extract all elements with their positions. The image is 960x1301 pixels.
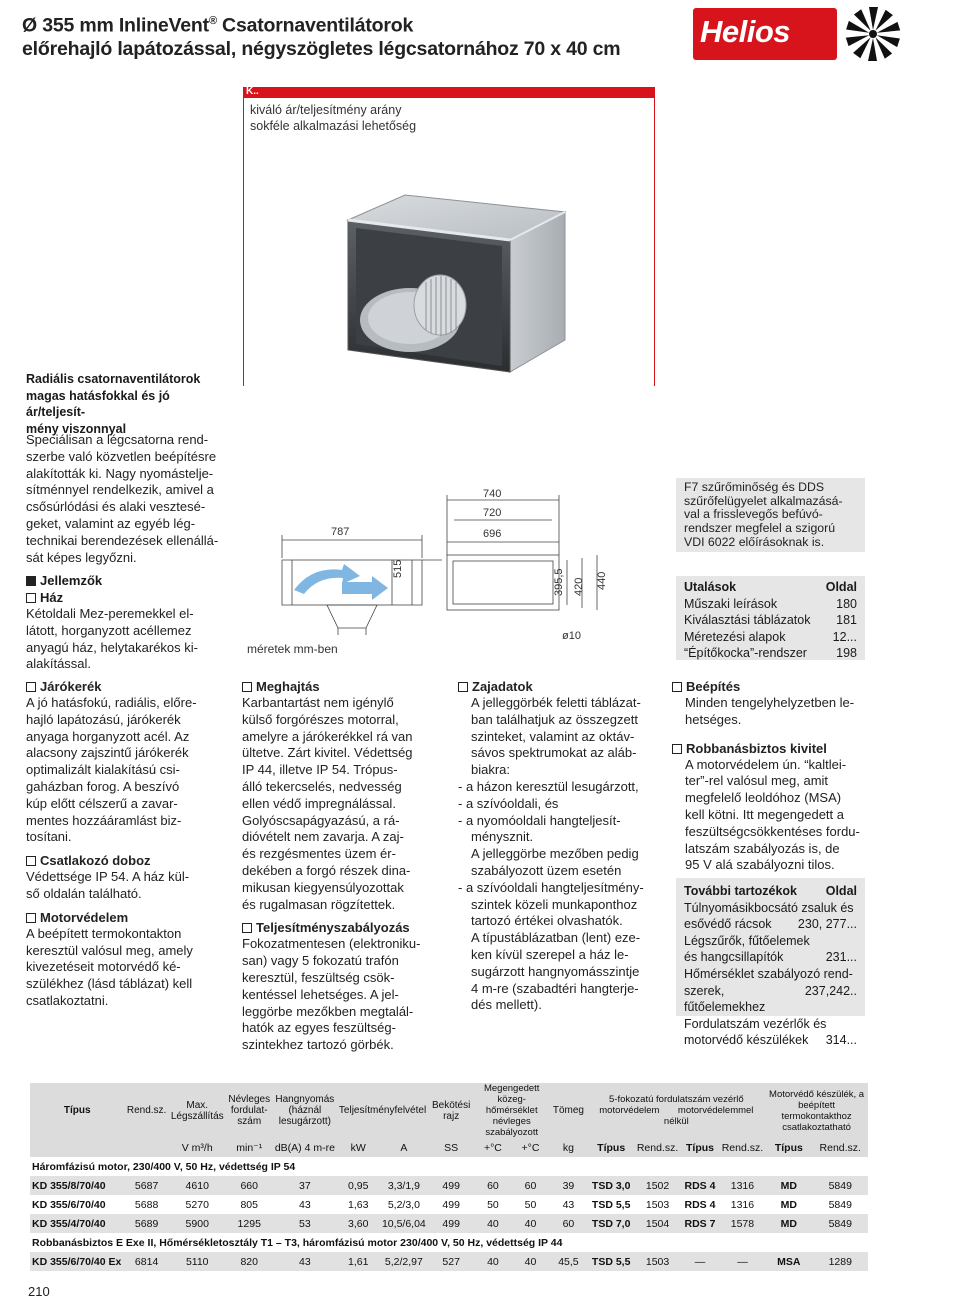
page-title: Ø 355 mm InlineVent® Csatornaventilátorok előrehajló lapátozással, négyszögletes légcsatornához 70 x 40 cm xyxy=(22,14,621,60)
checkbox-icon xyxy=(672,682,682,692)
column-1: Járókerék A jó hatásfokú, radiális, előre- hajló lapátozású, járókerék anyaga horganyzott acél. Az alacsony zajszintű járókerék optimalizált kialakítású csi- gaházban forog. A beszívó kúp előtt célszerű a zavar- mentes hozzááramlást biz- tosítani. Csatlakozó doboz Védettsége IP 54. A ház kül- ső oldalán található. Motorvédelem A beépített termokontakton keresztül valósul meg, amely kivezetéseit motorvédő ké- szülékhez (lásd táblázat) kell csatlakoztatni. xyxy=(26,679,197,1008)
th-protection: Motorvédő készülék, a beépített termokontakthoz csatlakoztatható xyxy=(769,1088,865,1133)
accessory-row: Légszűrők, fűtőelemek xyxy=(684,933,810,948)
th-power: Teljesítményfelvétel xyxy=(338,1105,427,1116)
accessory-row: és hangcsillapítók 231... xyxy=(684,950,857,965)
table-row: KD 355/4/70/40 5689 5900 1295 53 3,60 10,5/6,04 499 40 40 60 TSD 7,0 1504 RDS 7 1578 MD 5849 xyxy=(30,1214,868,1233)
filter-info-box: F7 szűrőminőség és DDS szűrőfelügyelet alkalmazásá- val a frisslevegős befúvó- rendszer megfelel a szigorú VDI 6022 előírásoknak is. xyxy=(676,478,865,552)
th-temperature: Megengedett közeg- hőmérséklet névleges szabályozott xyxy=(483,1083,540,1138)
checkbox-icon xyxy=(242,682,252,692)
intro-heading: Radiális csatornaventilátorok magas hatásfokkal és jó ár/teljesít- mény viszonnyal xyxy=(26,372,201,436)
diameter-symbol: Ø xyxy=(22,14,37,37)
spec-table xyxy=(30,1083,868,1271)
th-speed: Névleges fordulat- szám xyxy=(228,1094,271,1127)
spec-table-container xyxy=(30,1083,868,1271)
dim-515: 515 xyxy=(392,559,404,578)
checkbox-icon xyxy=(26,682,36,692)
page-number: 210 xyxy=(28,1284,50,1299)
dim-395: 395,5 xyxy=(553,568,565,596)
accessory-row: Fordulatszám vezérlők és xyxy=(684,1016,827,1031)
dim-diameter-10: ø10 xyxy=(562,630,581,642)
dim-440: 440 xyxy=(596,571,608,590)
dim-740: 740 xyxy=(483,488,502,500)
references-box: Utalások Oldal Műszaki leírások 180 Kiválasztási táblázatok 181 Méretezési alapok 12... “Építőkocka”-rendszer 198 xyxy=(676,576,865,660)
table-section-row: Robbanásbiztos E Exe II, Hőmérsékletosztály T1 – T3, háromfázisú motor 230/400 V, 50 Hz, védettség IP 44 xyxy=(32,1236,563,1249)
th-weight: Tömeg xyxy=(552,1105,584,1116)
table-header-row xyxy=(30,1083,868,1138)
column-3: Zajadatok A jelleggörbék feletti táblázat- ban találhatjuk az összegzett szinteket, valamint az oktáv- sávos spektrumokat az aláb- biakra: - a házon keresztül lesugárzott, - a szívóoldali, és - a nyomóoldali hangteljesít- ménysznit. A jelleggörbe mezőben pedig szabályozott üzem esetén - a szívóoldali hangteljesítmény- szintek közeli munkaponthoz tartozó értékei olvashatók. A típustáblázatban (lent) eze- ken kívül szerepel a ház le- sugárzott hangnyomásszintje 4 m-re (szabadtéri hangterje- dés mellett). xyxy=(458,679,644,1013)
checkbox-icon xyxy=(26,593,36,603)
dim-787: 787 xyxy=(331,526,350,538)
dim-696: 696 xyxy=(483,528,502,540)
intro-body: Speciálisan a légcsatorna rend- szerbe való közvetlen beépítésre alakították ki. Nagy nyomástelje- sítménnyel rendelkezik, amivel a csősúrlódási és alaki vesztesé- geket, valamint az egyéb lég- technikai berendezések ellenállá- sát képes legyőzni. xyxy=(26,432,219,565)
k-line-2: sokféle alkalmazási lehetőség xyxy=(250,119,417,133)
fan-logo-icon xyxy=(842,4,904,64)
th-wiring: Bekötési rajz xyxy=(431,1099,471,1122)
drawing-caption: méretek mm-ben xyxy=(247,642,338,656)
helios-logo-text: Helios xyxy=(700,14,791,49)
dimension-drawing xyxy=(242,480,662,660)
th-type: Típus xyxy=(63,1105,91,1116)
checkbox-icon xyxy=(242,923,252,933)
accessory-row: Túlnyomásikbocsátó zsaluk és xyxy=(684,900,854,915)
accessory-row: szerek, fűtőelemekhez 237,242.. xyxy=(684,983,857,1015)
table-row: KD 355/6/70/40 Ex 6814 5110 820 43 1,61 5,2/2,97 527 40 40 45,5 TSD 5,5 1503 — — MSA 1289 xyxy=(30,1252,868,1271)
accessory-row: motorvédő készülékek 314... xyxy=(684,1033,857,1048)
airflow-arrows xyxy=(294,564,388,600)
accessory-row: Hőmérséklet szabályozó rend- xyxy=(684,966,853,981)
checkbox-icon xyxy=(672,744,682,754)
table-row: KD 355/6/70/40 5688 5270 805 43 1,63 5,2/3,0 499 50 50 43 TSD 5,5 1503 RDS 4 1316 MD 5849 xyxy=(32,1198,852,1211)
reference-row: “Építőkocka”-rendszer 198 xyxy=(684,646,857,661)
th-ordernum: Rend.sz. xyxy=(126,1105,167,1116)
checkbox-icon xyxy=(26,856,36,866)
filled-square-icon xyxy=(26,576,36,586)
accessory-row: esővédő rácsok 230, 277... xyxy=(684,917,857,932)
table-row: KD 355/8/70/40 5687 4610 660 37 0,95 3,3/1,9 499 60 60 39 TSD 3,0 1502 RDS 4 1316 MD 5849 xyxy=(30,1176,868,1195)
reference-row: Műszaki leírások 180 xyxy=(684,596,857,611)
checkbox-icon xyxy=(26,913,36,923)
dim-720: 720 xyxy=(483,507,502,519)
th-controller: 5-fokozatú fordulatszám vezérlő motorvédelem motorvédelemmel nélkül xyxy=(599,1094,754,1127)
column-2: Meghajtás Karbantartást nem igénylő külső forgórészes motorral, amelyre a járókerékkel rá van ültetve. Zárt kivitel. Védettség IP 44, illetve IP 54. Trópus- álló tekercselés, nedvesség ellen védő impregnálással. Golyóscsapágyazású, a rá- dióvételt nem zavarja. A zaj- és rezgésmentes üzem ér- dekében a forgó részek dina- mikusan kiegyensúlyozottak és rugalmasan rögzítettek. Teljesítményszabályozás Fokozatmentesen (elektroniku- san) vagy 5 fokozatú trafón keresztül, feszültség csök- kentéssel lehetséges. A jel- leggörbe mezőkben megtalál- hatók az egyes feszültség- szintekhez tartozó görbék. xyxy=(242,679,421,1053)
features-section: Jellemzők Ház Kétoldali Mez-peremekkel el- látott, horganyzott acéllemez anyagú ház, helytakarékos ki- alakítással. xyxy=(26,573,198,672)
k-line-1: kiváló ár/teljesítmény arány xyxy=(250,103,402,117)
th-airflow: Max. Légszállítás xyxy=(170,1099,224,1122)
reference-row: Kiválasztási táblázatok 181 xyxy=(684,613,857,628)
column-4: Beépítés Minden tengelyhelyzetben le- hetséges. Robbanásbiztos kivitel A motorvédelem ún. “kaltlei- ter”-rel valósul meg, amit megfelelő leoldóhoz (MSA) kell kötni. Itt megengedett a feszültségcsökkentéses fordu- latszám szabályozás is, de 95 V alá szabályozni tilos. xyxy=(672,678,867,874)
table-section-row: Háromfázisú motor, 230/400 V, 50 Hz, védettség IP 54 xyxy=(32,1160,296,1173)
accessories-box: További tartozékok Oldal Túlnyomásikbocsátó zsaluk és esővédő rácsok 230, 277... Légszűrők, fűtőelemek és hangcsillapítók 231... Hőmérséklet szabályozó rend- szerek, fűtőelemekhez 237,242.. Fordulatszám vezérlők és motorvédő készülékek 314... xyxy=(676,878,865,1016)
page-subtitle: előrehajló lapátozással, négyszögletes légcsatornához 70 x 40 cm xyxy=(22,37,621,60)
product-code-bar: K.. xyxy=(243,87,655,98)
checkbox-icon xyxy=(458,682,468,692)
dim-420: 420 xyxy=(573,577,585,596)
fan-product-image xyxy=(330,190,570,385)
reference-row: Méretezési alapok 12... xyxy=(684,629,857,644)
th-noise: Hangnyomás (háznál lesugárzott) xyxy=(275,1094,335,1127)
table-units-row: V m³/h min⁻¹ dB(A) 4 m-re kW A SS +°C +°C kg Típus Rend.sz. Típus Rend.sz. Típus Rend.sz. xyxy=(30,1138,868,1157)
